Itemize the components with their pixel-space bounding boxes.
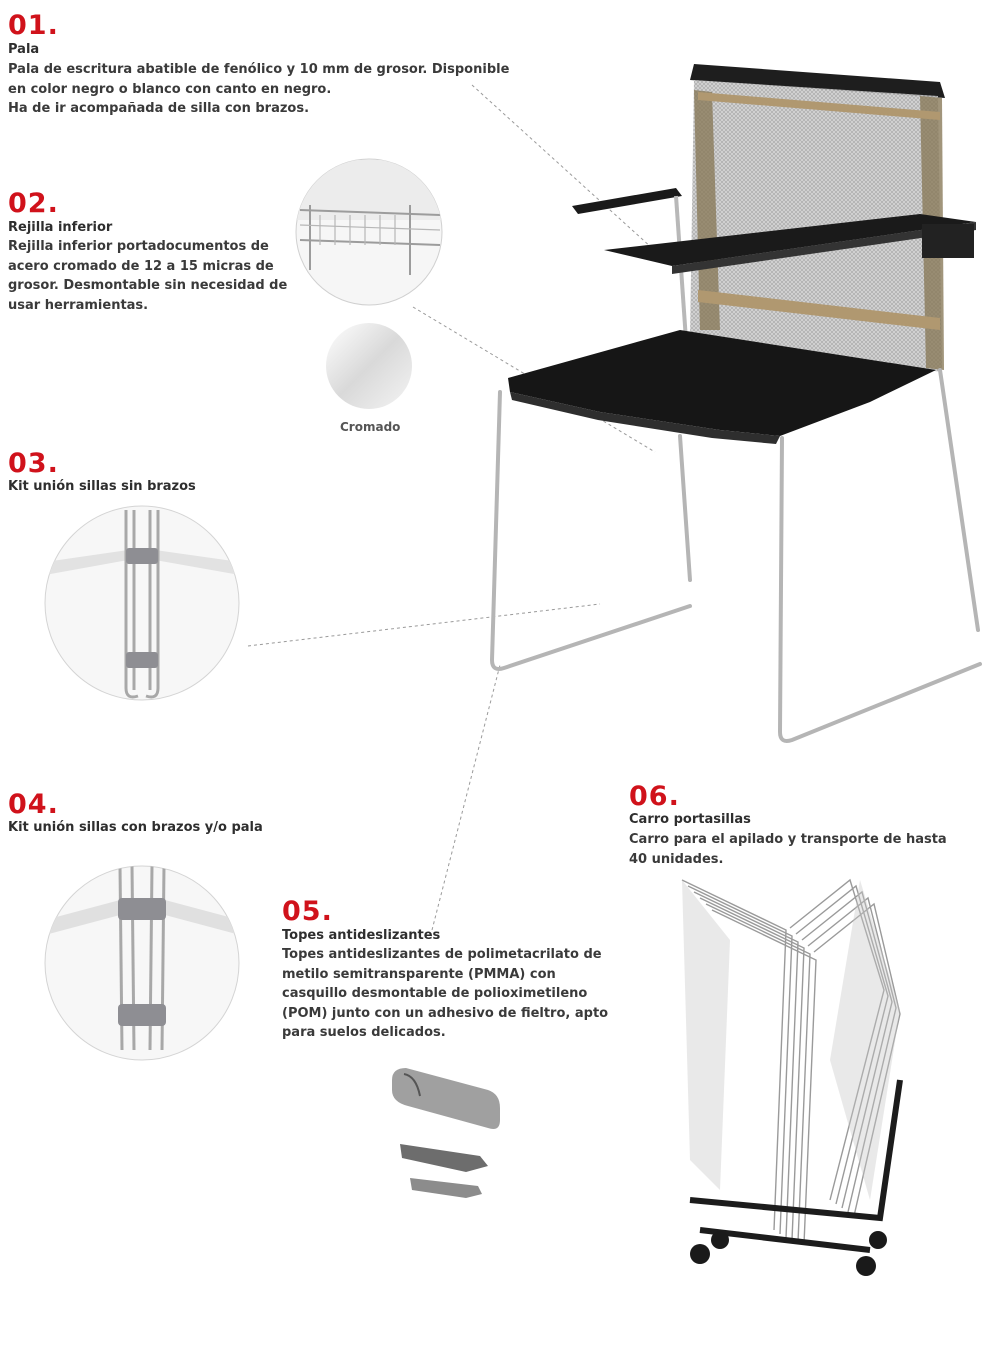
feature-desc-line: en color negro o blanco con canto en negro. — [8, 81, 332, 97]
feature-number-03: 03. — [8, 448, 59, 479]
under-seat-rack-image — [296, 159, 446, 305]
feature-number-06: 06. — [629, 781, 680, 812]
feature-number-02: 02. — [8, 188, 59, 219]
feature-desc-line: casquillo desmontable de polioximetileno — [282, 986, 588, 1001]
feature-number-04: 04. — [8, 789, 59, 820]
feature-title-04: Kit unión sillas con brazos y/o pala — [8, 820, 263, 835]
feature-desc-line: grosor. Desmontable sin necesidad de — [8, 278, 288, 293]
feature-desc-line: Pala de escritura abatible de fenólico y 10 mm de grosor. Disponible — [8, 62, 510, 77]
feature-title-06: Carro portasillas — [629, 812, 751, 827]
chrome-swatch — [326, 323, 412, 409]
feature-desc-line: Rejilla inferior portadocumentos de — [8, 239, 269, 254]
feature-desc-05 — [282, 945, 608, 1043]
feature-desc-line: metilo semitransparente (PMMA) con — [282, 966, 556, 982]
feature-title-02: Rejilla inferior — [8, 220, 113, 235]
chair-with-writing-tablet-image — [492, 64, 980, 741]
feature-desc-line: 40 unidades. — [629, 851, 724, 867]
feature-desc-line: (POM) junto con un adhesivo de fieltro, apto — [282, 1005, 609, 1021]
linking-kit-without-arms-image — [45, 506, 240, 700]
feature-desc-line: Topes antideslizantes de polimetacrilato de — [282, 947, 602, 962]
feature-desc-02 — [8, 237, 287, 315]
feature-desc-01 — [8, 60, 509, 119]
feature-desc-line: Carro para el apilado y transporte de hasta — [629, 832, 947, 847]
feature-number-01: 01. — [8, 10, 59, 41]
feature-title-01: Pala — [8, 42, 40, 57]
feature-desc-06 — [629, 830, 947, 869]
feature-title-03: Kit unión sillas sin brazos — [8, 479, 196, 494]
feature-desc-line: Ha de ir acompañada de silla con brazos. — [8, 101, 310, 116]
feature-desc-line: usar herramientas. — [8, 297, 149, 313]
swatch-label: Cromado — [340, 420, 401, 434]
feature-number-05: 05. — [282, 896, 333, 927]
stacking-cart-image — [682, 880, 900, 1276]
linking-kit-with-arms-image — [45, 866, 240, 1060]
anti-slip-glides-image — [392, 1068, 500, 1198]
feature-desc-line: acero cromado de 12 a 15 micras de — [8, 258, 274, 274]
feature-title-05: Topes antideslizantes — [282, 928, 441, 943]
feature-desc-line: para suelos delicados. — [282, 1025, 446, 1040]
